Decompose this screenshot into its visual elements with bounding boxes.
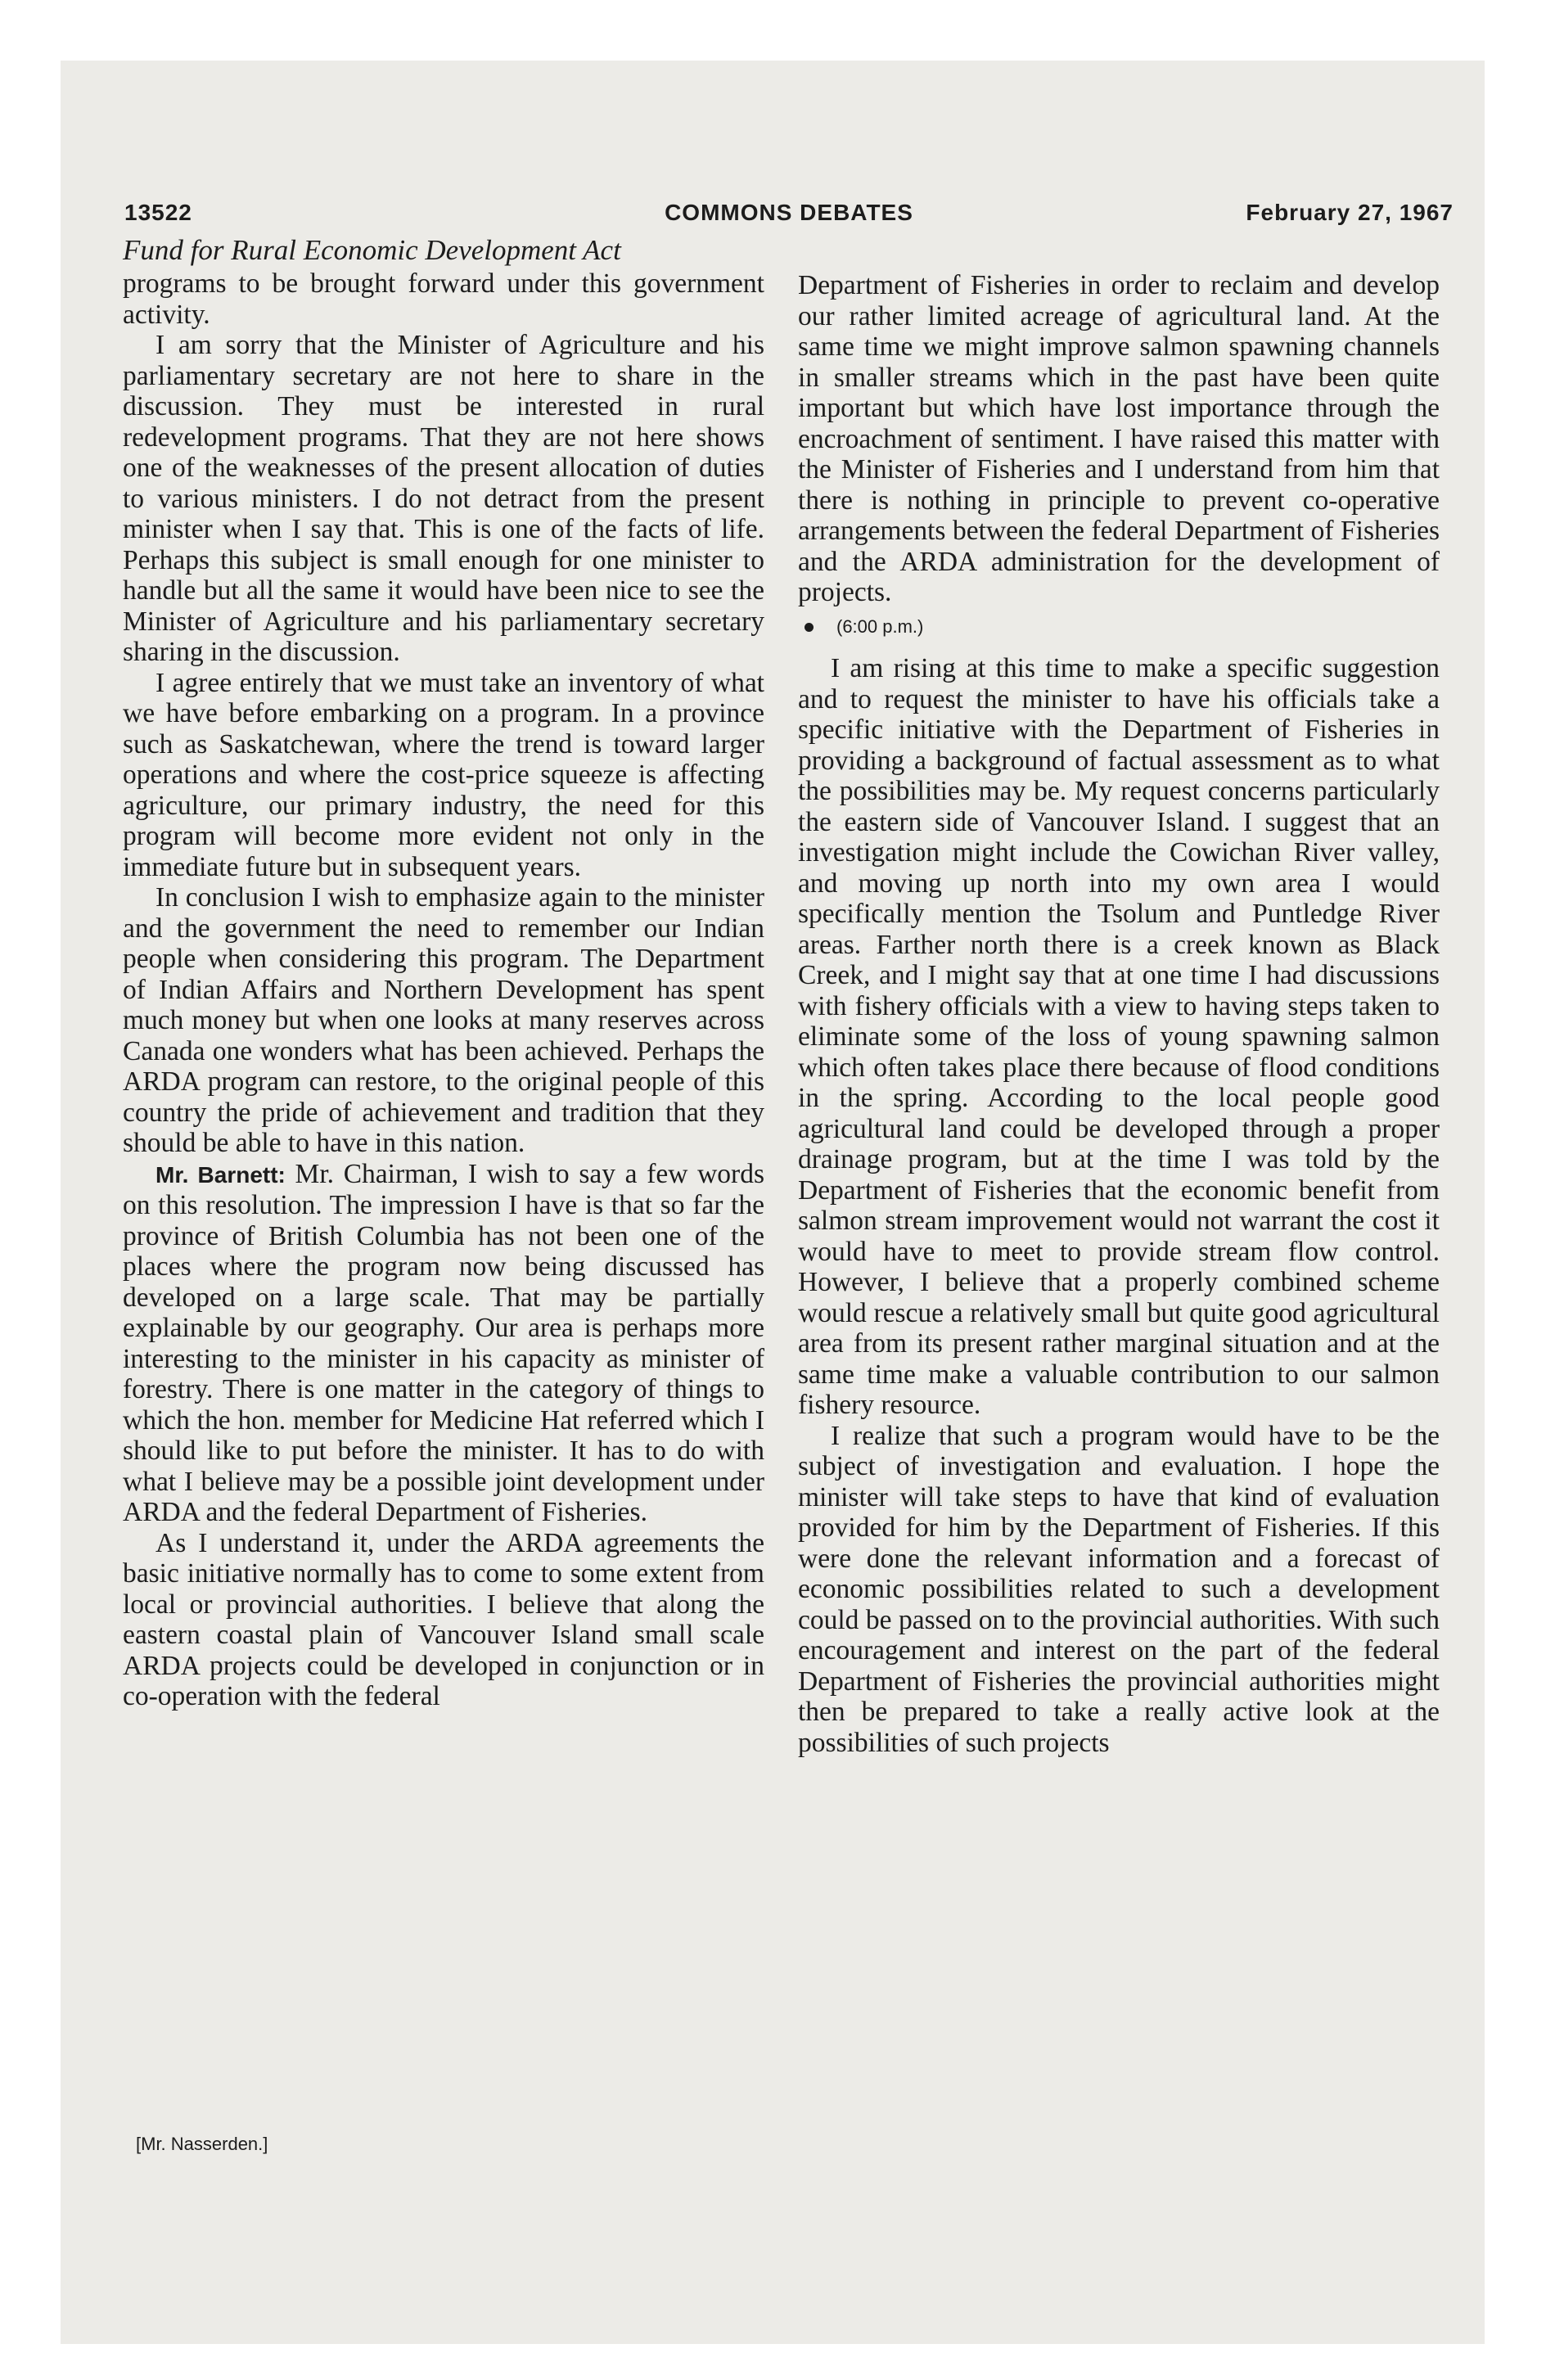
bullet-icon (805, 623, 814, 632)
page-number: 13522 (124, 200, 192, 225)
paragraph: I am sorry that the Minister of Agriculture and his parliamentary secretary are not here to share in the discussion. They must be interested in rural redevelopment programs. That they are not here shows one of the weaknesses of the present allocation of duties to various ministers. I do not detract from the present minister when I say that. This is one of the facts of life. Perhaps this subject is small enough for one minister to handle but all the same it would have been nice to see the Minister of Agriculture and his parliamentary secretary sharing in the discussion. (123, 330, 764, 667)
paragraph: In conclusion I wish to emphasize again to the minister and the government the need to remember our Indian people when considering this program. The Department of Indian Affairs and Northern Development has spent much money but when one looks at many reserves across Canada one wonders what has been achieved. Perhaps the ARDA program can restore, to the original people of this country the pride of achievement and tradition that they should be able to have in this nation. (123, 882, 764, 1158)
speech-text: Mr. Chairman, I wish to say a few words on this resolution. The impression I have is that so far the province of British Columbia has not been one of the places where the program now being discussed has developed on a large scale. That may be partially explainable by our geography. Our area is perhaps more interesting to the minister in his capacity as minister of forestry. There is one matter in the category of things to which the hon. member for Medicine Hat referred which I should like to put before the minister. It has to do with what I believe may be a possible joint development under ARDA and the federal Department of Fisheries. (123, 1158, 764, 1527)
paragraph: As I understand it, under the ARDA agreements the basic initiative normally has to come to some extent from local or provincial authorities. I believe that along the eastern coastal plain of Vancouver Island small scale ARDA projects could be developed in conjunction or in co-operation with the federal (123, 1527, 764, 1711)
left-column (123, 234, 764, 1712)
timestamp-text: (6:00 p.m.) (836, 615, 924, 637)
paragraph: Department of Fisheries in order to reclaim and develop our rather limited acreage of agricultural land. At the same time we might improve salmon spawning channels in smaller streams which in the past have been quite important but which have lost importance through the encroachment of sentiment. I have raised this matter with the Minister of Fisheries and I understand from him that there is nothing in principle to prevent co-operative arrangements between the federal Department of Fisheries and the ARDA administration for the development of projects. (798, 270, 1440, 607)
paragraph: I realize that such a program would have to be the subject of investigation and evaluation. I hope the minister will take steps to have that kind of evaluation provided for him by the Department of Fisheries. If this were done the relevant information and a forecast of economic possibilities related to such a development could be passed on to the provincial authorities. With such encouragement and interest on the part of the federal Department of Fisheries the provincial authorities might then be prepared to take a really active look at the possibilities of such projects (798, 1420, 1440, 1758)
publication-title: COMMONS DEBATES (665, 200, 913, 225)
speech-paragraph (123, 1159, 764, 1528)
paragraph: I agree entirely that we must take an inventory of what we have before embarking on a program. In a province such as Saskatchewan, where the trend is toward larger operations and where the cost-price squeeze is affecting agriculture, our primary industry, the need for this program will become more evident not only in the immediate future but in subsequent years. (123, 667, 764, 882)
paragraph: I am rising at this time to make a specific suggestion and to request the minister to have his officials take a specific initiative with the Department of Fisheries in providing a background of factual assessment as to what the possibilities may be. My request concerns particularly the eastern side of Vancouver Island. I suggest that an investigation might include the Cowichan River valley, and moving up north into my own area I would specifically mention the Tsolum and Puntledge River areas. Farther north there is a creek known as Black Creek, and I might say that at one time I had discussions with fishery officials with a view to having steps taken to eliminate some of the loss of young spawning salmon which often takes place there because of flood conditions in the spring. According to the local people good agricultural land could be developed through a proper drainage program, but at the time I was told by the Department of Fisheries that the economic benefit from salmon stream improvement would not warrant the cost it would have to meet to provide stream flow control. However, I believe that a properly combined scheme would rescue a relatively small but quite good agricultural area from its present rather marginal situation and at the same time make a valuable contribution to our salmon fishery resource. (798, 653, 1440, 1420)
speaker-name: Mr. Barnett: (156, 1161, 286, 1188)
right-column (798, 270, 1440, 1758)
publication-date: February 27, 1967 (1246, 200, 1454, 225)
timestamp (798, 611, 1440, 642)
section-subtitle: Fund for Rural Economic Development Act (123, 234, 621, 266)
page-header (124, 200, 1454, 232)
footer-speaker-note: [Mr. Nasserden.] (136, 2134, 268, 2154)
paragraph: programs to be brought forward under this government activity. (123, 268, 764, 330)
